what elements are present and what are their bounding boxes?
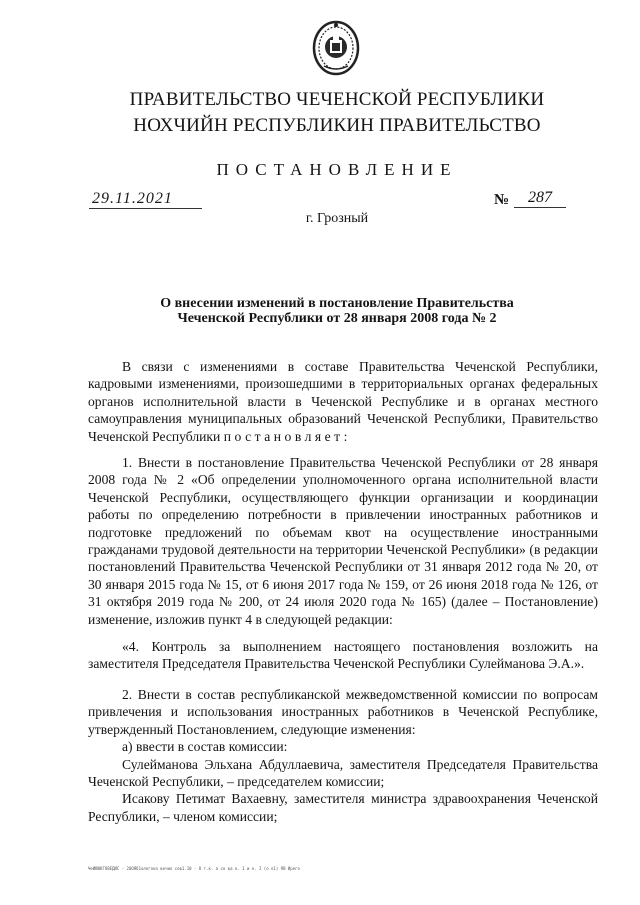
decree-date: 29.11.2021 [89,190,202,209]
clause-1-quote-paragraph [88,638,598,673]
decree-number-label: № [494,192,510,208]
government-name-russian: ПРАВИТЕЛЬСТВО ЧЕЧЕНСКОЙ РЕСПУБЛИКИ [129,89,545,110]
government-name-chechen: НОХЧИЙН РЕСПУБЛИКИН ПРАВИТЕЛЬСТВО [133,115,541,136]
clause-2a-member-1: Сулейманова Эльхана Абдуллаевича, заместителя Председателя Правительства Чеченской Республики, – председателем комиссии; [88,756,598,790]
coat-of-arms-emblem [311,20,361,76]
intro-paragraph [88,358,598,445]
decree-number: 287 [514,189,566,208]
clause-1-paragraph [88,454,598,628]
decree-title-line2: Чеченской Республики от 28 января 2008 года № 2 [177,311,497,326]
clause-2-block [88,686,598,825]
clause-2-text: 2. Внести в состав республиканской межведомственной комиссии по вопросам привлечения и использования иностранных работников в Чеченской Республике, утвержденный Постановлением, следующие изменения: [88,687,598,737]
decree-title-line1: О внесении изменений в постановление Правительства [160,296,514,311]
decree-title [100,296,574,326]
clause-2a-text: а) ввести в состав комиссии: [122,739,288,755]
document-footer-code: ЧеИЮ0КГО8ЕДИС - 20ОЯб1ологона вечио сов1.10 - О т.к. а со ва о. 1 и о. 2 (о о1) 9В Ирего [88,866,300,871]
clause-1-quote-text: «4. Контроль за выполнением настоящего постановления возложить на заместителя Председателя Правительства Чеченской Республики Сулейманова Э.А.». [88,639,598,672]
city-name: г. Грозный [305,211,369,226]
clause-2a-member-2: Исакову Петимат Вахаевну, заместителя министра здравоохранения Чеченской Республики, – членом комиссии; [88,791,598,824]
clause-1-text: 1. Внести в постановление Правительства Чеченской Республики от 28 января 2008 года № 2 «Об определении уполномоченного органа исполнительной власти Чеченской Республики, осуществляющего функции организации и координации работы по определению потребности в привлечении иностранных работников и подготовке предложений по объемам квот на осуществление иностранными гражданами трудовой деятельности на территории Чеченской Республики» (в редакции постановлений Правительства Чеченской Республики от 31 января 2012 года № 20, от 30 января 2015 года № 15, от 6 июня 2017 года № 159, от 26 июня 2018 года № 126, от 31 октября 2019 года № 200, от 24 июля 2020 года № 165) (далее – Постановление) изменение, изложив пункт 4 в следующей редакции: [88,455,598,627]
intro-resolves-word: постановляет: [223,428,351,444]
document-type-heading: ПОСТАНОВЛЕНИЕ [216,160,458,179]
intro-text: В связи с изменениями в составе Правительства Чеченской Республики, кадровыми изменениями, произошедшими в территориальных органах федеральных органов исполнительной власти в Чеченской Республике и в органах местного самоуправления муниципальных образований Чеченской Республики, Правительство Чеченской Республики [88,359,598,444]
